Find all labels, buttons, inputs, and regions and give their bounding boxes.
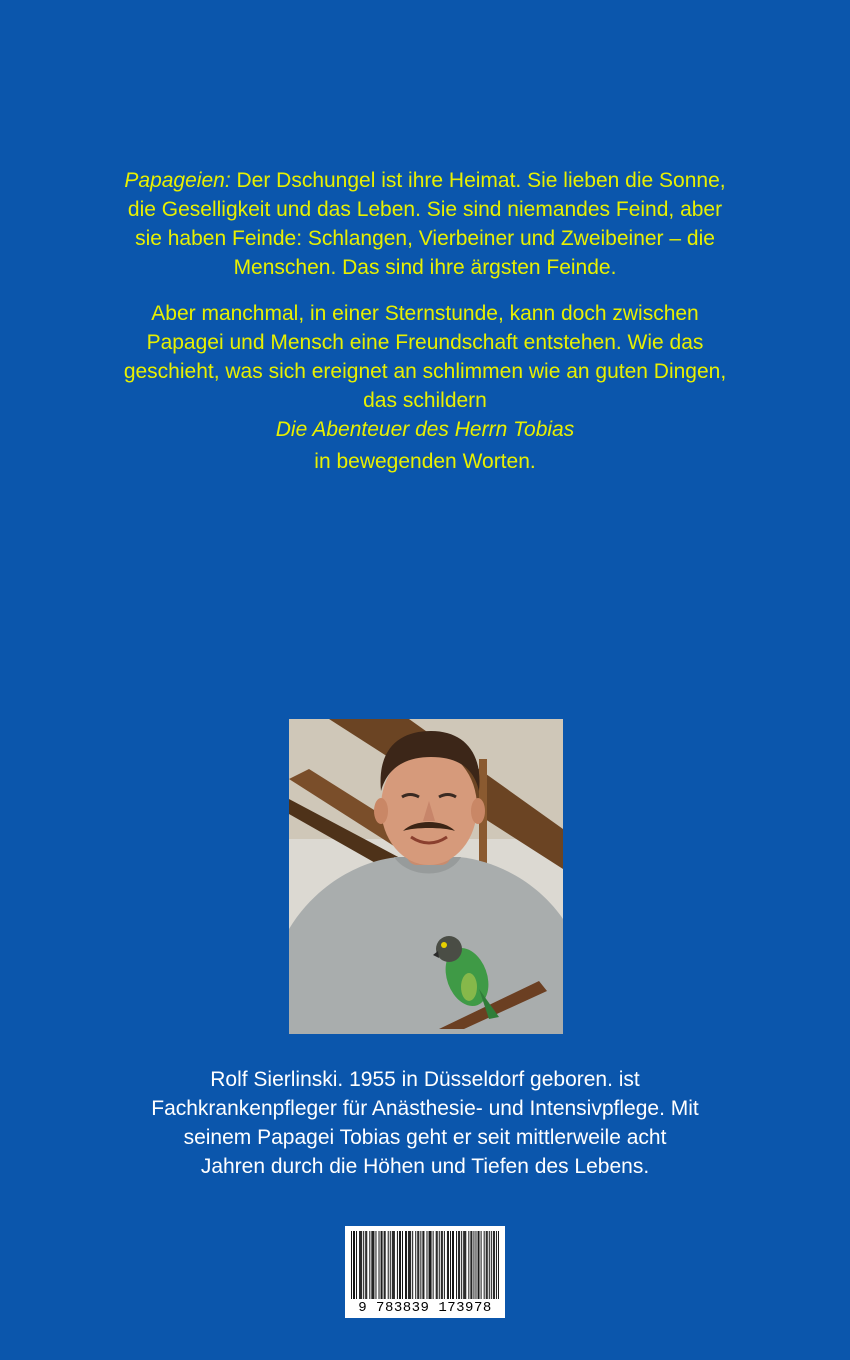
barcode-bar xyxy=(478,1231,479,1299)
barcode-bar xyxy=(489,1231,490,1299)
barcode-bar xyxy=(470,1231,471,1299)
barcode-bar xyxy=(420,1231,421,1299)
barcode-bar xyxy=(436,1231,437,1299)
barcode-bar xyxy=(481,1231,482,1299)
barcode-bar xyxy=(381,1231,382,1299)
barcode-bar xyxy=(376,1231,377,1299)
barcode-bar xyxy=(405,1231,406,1299)
blurb-text xyxy=(120,166,730,476)
barcode-bar xyxy=(406,1231,407,1299)
barcode-bar xyxy=(394,1231,395,1299)
barcode-bar xyxy=(369,1231,370,1299)
blurb-lead-word: Papageien: xyxy=(124,169,231,192)
author-photo-illustration xyxy=(289,719,563,1034)
blurb-paragraph-2-text: Aber manchmal, in einer Sternstunde, kann doch zwischen Papagei und Mensch eine Freundschaft entstehen. Wie das geschieht, was sich ereignet an schlimmen wie an guten Dingen, das schildern xyxy=(123,302,727,412)
barcode-bar xyxy=(379,1231,380,1299)
barcode-bar xyxy=(429,1231,430,1299)
barcode-bar xyxy=(360,1231,361,1299)
barcode-bar xyxy=(439,1231,440,1299)
barcode-bar xyxy=(437,1231,438,1299)
barcode-bar xyxy=(441,1231,442,1299)
barcode-bar xyxy=(427,1231,428,1299)
barcode-bar xyxy=(402,1231,403,1299)
barcode-bar xyxy=(473,1231,474,1299)
barcode-bar xyxy=(382,1231,383,1299)
barcode-bar xyxy=(372,1231,373,1299)
barcode-bar xyxy=(422,1231,423,1299)
barcode-bar xyxy=(412,1231,413,1299)
barcode-bar xyxy=(410,1231,411,1299)
blurb-paragraph-2-end: in bewegenden Worten. xyxy=(314,450,536,473)
barcode-bar xyxy=(356,1231,357,1299)
isbn-number: 9 783839 173978 xyxy=(358,1300,492,1316)
barcode-bar xyxy=(479,1231,480,1299)
barcode-bar xyxy=(476,1231,477,1299)
barcode-bar xyxy=(471,1231,472,1299)
barcode-bar xyxy=(384,1231,385,1299)
barcode-bar xyxy=(388,1231,389,1299)
barcode-bar xyxy=(484,1231,485,1299)
barcode-bar xyxy=(365,1231,366,1299)
barcode-bar xyxy=(433,1231,434,1299)
barcode-bar xyxy=(418,1231,419,1299)
barcode-bar xyxy=(354,1231,355,1299)
barcode-bar xyxy=(486,1231,487,1299)
barcode-bar xyxy=(392,1231,393,1299)
barcode-bar xyxy=(417,1231,418,1299)
barcode-bar xyxy=(363,1231,364,1299)
barcode-bar xyxy=(465,1231,466,1299)
isbn-barcode xyxy=(345,1226,505,1318)
barcode-bar xyxy=(463,1231,464,1299)
barcode-bar xyxy=(494,1231,495,1299)
barcode-bar xyxy=(385,1231,386,1299)
barcode-bar xyxy=(461,1231,462,1299)
barcode-bar xyxy=(442,1231,443,1299)
barcode-bar xyxy=(353,1231,354,1299)
barcode-bar xyxy=(464,1231,465,1299)
barcode-bar xyxy=(459,1231,460,1299)
barcode-bar xyxy=(361,1231,362,1299)
barcode-bar xyxy=(496,1231,497,1299)
barcode-bar xyxy=(450,1231,451,1299)
barcode-bar xyxy=(373,1231,374,1299)
barcode-bar xyxy=(409,1231,410,1299)
barcode-bar xyxy=(351,1231,352,1299)
barcode-bar xyxy=(431,1231,432,1299)
barcode-bar xyxy=(408,1231,409,1299)
barcode-bar xyxy=(468,1231,469,1299)
barcode-bar xyxy=(393,1231,394,1299)
barcode-bar xyxy=(453,1231,454,1299)
barcode-bar xyxy=(399,1231,400,1299)
barcode-bar xyxy=(448,1231,449,1299)
blurb-paragraph-2 xyxy=(120,299,730,476)
barcode-bar xyxy=(415,1231,416,1299)
barcode-bar xyxy=(371,1231,372,1299)
barcode-bar xyxy=(390,1231,391,1299)
book-title: Die Abenteuer des Herrn Tobias xyxy=(275,418,575,441)
barcode-bar xyxy=(397,1231,398,1299)
barcode-bar xyxy=(456,1231,457,1299)
blurb-paragraph-1 xyxy=(120,166,730,282)
author-bio: Rolf Sierlinski. 1955 in Düsseldorf geboren. ist Fachkrankenpfleger für Anästhesie- und Intensivpflege. Mit seinem Papagei Tobias geht er seit mittlerweile acht Jahren durch die Höhen und Tiefen des Lebens. xyxy=(151,1068,699,1178)
barcode-bar xyxy=(359,1231,360,1299)
barcode-bar xyxy=(487,1231,488,1299)
barcode-bar xyxy=(400,1231,401,1299)
barcode-bar xyxy=(423,1231,424,1299)
barcode-bar xyxy=(493,1231,494,1299)
blurb-paragraph-1-text: Der Dschungel ist ihre Heimat. Sie lieben die Sonne, die Geselligkeit und das Leben. Sie sind niemandes Feind, aber sie haben Feinde: Schlangen, Vierbeiner und Zweibeiner – die Menschen. Das sind ihre ärgsten Feinde. xyxy=(127,169,726,279)
author-photo xyxy=(289,719,563,1034)
barcode-bar xyxy=(366,1231,367,1299)
barcode-bar xyxy=(447,1231,448,1299)
barcode-bar xyxy=(458,1231,459,1299)
barcode-bar xyxy=(491,1231,492,1299)
barcode-bar xyxy=(444,1231,445,1299)
barcode-bar xyxy=(452,1231,453,1299)
barcode-bar xyxy=(498,1231,499,1299)
barcode-bar xyxy=(430,1231,431,1299)
